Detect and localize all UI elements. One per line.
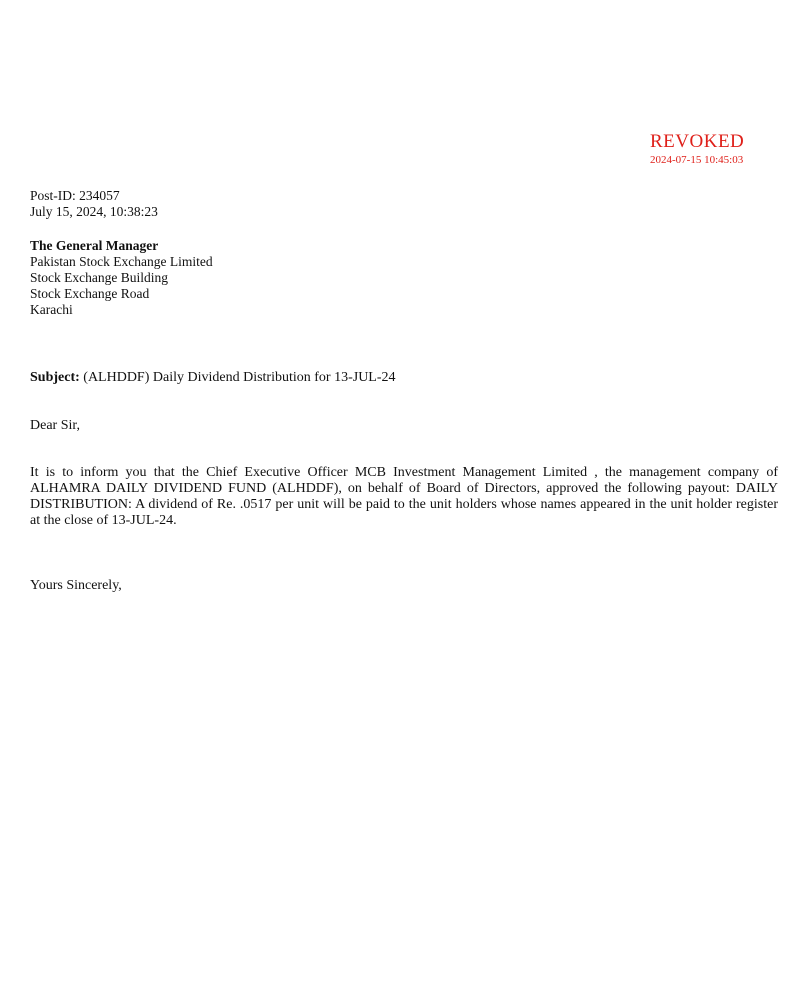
letter-meta <box>30 188 158 220</box>
subject-line <box>30 369 396 386</box>
recipient-title: The General Manager <box>30 238 159 253</box>
recipient-line: Stock Exchange Road <box>30 286 150 301</box>
revoked-stamp-timestamp: 2024-07-15 10:45:03 <box>650 154 744 166</box>
letter-body: It is to inform you that the Chief Executive Officer MCB Investment Management Limited , the management company of ALHAMRA DAILY DIVIDEND FUND (ALHDDF), on behalf of Board of Directors, approved the following payout: DAILY DISTRIBUTION: A dividend of Re. .0517 per unit will be paid to the unit holders whose names appeared in the unit holder register at the close of 13-JUL-24. <box>30 465 778 528</box>
revoked-stamp <box>650 132 744 167</box>
recipient-line: Stock Exchange Building <box>30 270 168 285</box>
letter-datetime: July 15, 2024, 10:38:23 <box>30 204 158 219</box>
recipient-line: Pakistan Stock Exchange Limited <box>30 254 213 269</box>
subject-text: (ALHDDF) Daily Dividend Distribution for 13-JUL-24 <box>79 370 396 385</box>
closing: Yours Sincerely, <box>30 578 122 593</box>
subject-label: Subject: <box>30 370 80 385</box>
salutation: Dear Sir, <box>30 418 80 433</box>
revoked-stamp-label: REVOKED <box>650 131 745 152</box>
post-id: Post-ID: 234057 <box>30 188 120 203</box>
recipient-line: Karachi <box>30 302 73 317</box>
recipient-address-block <box>30 238 213 318</box>
